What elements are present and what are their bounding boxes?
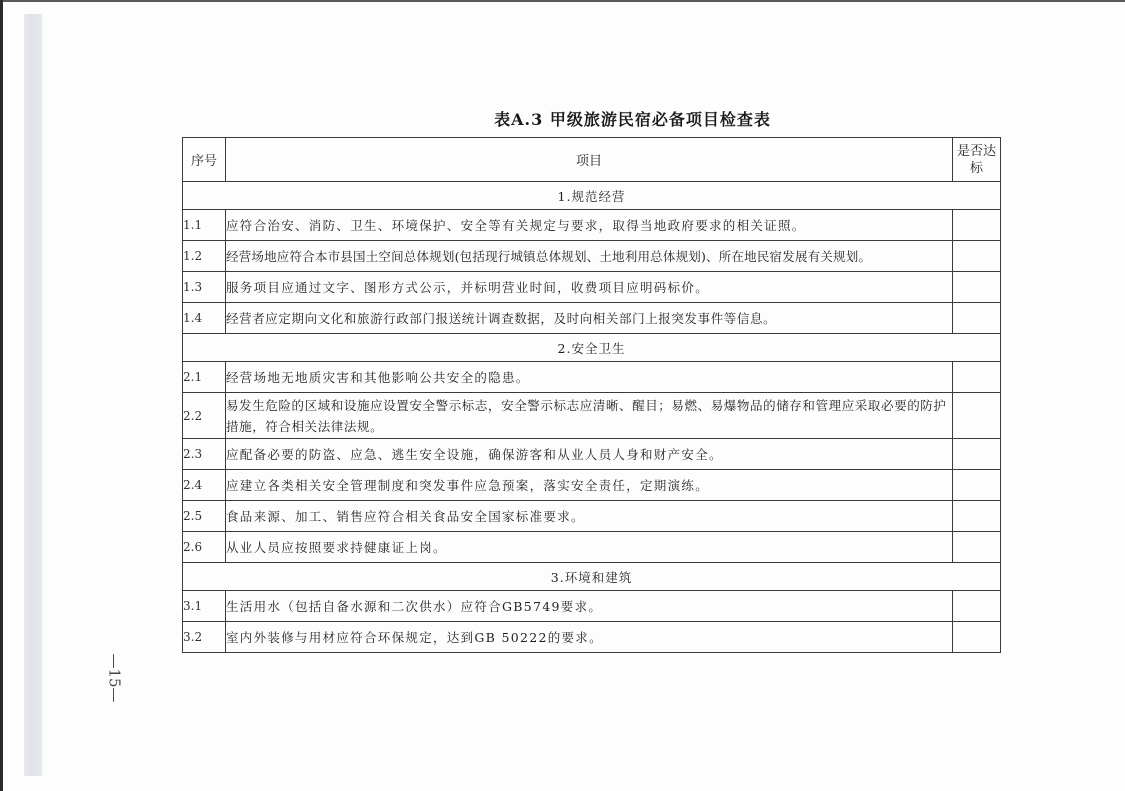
header-no: 序号 — [183, 138, 226, 182]
table-row — [183, 470, 1001, 501]
section-row-2 — [183, 334, 1001, 362]
row-text: 食品来源、加工、销售应符合相关食品安全国家标准要求。 — [226, 501, 953, 532]
scan-top-edge — [0, 0, 1125, 2]
row-number: 3.1 — [183, 591, 226, 622]
section-title: 1.规范经营 — [183, 182, 1001, 210]
table-row — [183, 393, 1001, 439]
row-number: 2.3 — [183, 439, 226, 470]
pass-cell[interactable] — [953, 393, 1001, 439]
table-row — [183, 210, 1001, 241]
table-title: 表A.3 甲级旅游民宿必备项目检查表 — [494, 110, 771, 129]
row-number: 1.4 — [183, 303, 226, 334]
pass-cell[interactable] — [953, 532, 1001, 563]
row-text: 生活用水（包括自备水源和二次供水）应符合GB5749要求。 — [226, 591, 953, 622]
section-title: 2.安全卫生 — [183, 334, 1001, 362]
row-text: 从业人员应按照要求持健康证上岗。 — [226, 532, 953, 563]
pass-cell[interactable] — [953, 591, 1001, 622]
row-number: 3.2 — [183, 622, 226, 653]
row-text: 应符合治安、消防、卫生、环境保护、安全等有关规定与要求，取得当地政府要求的相关证照。 — [226, 210, 953, 241]
row-number: 1.3 — [183, 272, 226, 303]
pass-cell[interactable] — [953, 622, 1001, 653]
table-row — [183, 241, 1001, 272]
row-number: 1.2 — [183, 241, 226, 272]
row-text: 经营场地应符合本市县国土空间总体规划(包括现行城镇总体规划、土地利用总体规划)、所在地民宿发展有关规划。 — [226, 241, 953, 272]
pass-cell[interactable] — [953, 362, 1001, 393]
row-number: 2.2 — [183, 393, 226, 439]
row-number: 1.1 — [183, 210, 226, 241]
header-item: 项目 — [226, 138, 953, 182]
table-header-row — [183, 138, 1001, 182]
pass-cell[interactable] — [953, 210, 1001, 241]
section-row-3 — [183, 563, 1001, 591]
table-row — [183, 591, 1001, 622]
table-row — [183, 272, 1001, 303]
row-number: 2.1 — [183, 362, 226, 393]
table-row — [183, 439, 1001, 470]
table-row — [183, 303, 1001, 334]
checklist-table — [182, 137, 1001, 653]
pass-cell[interactable] — [953, 303, 1001, 334]
section-row-1 — [183, 182, 1001, 210]
section-title: 3.环境和建筑 — [183, 563, 1001, 591]
table-row — [183, 362, 1001, 393]
pass-cell[interactable] — [953, 470, 1001, 501]
row-text: 应配备必要的防盗、应急、逃生安全设施，确保游客和从业人员人身和财产安全。 — [226, 439, 953, 470]
row-text: 服务项目应通过文字、图形方式公示，并标明营业时间，收费项目应明码标价。 — [226, 272, 953, 303]
pass-cell[interactable] — [953, 241, 1001, 272]
row-number: 2.6 — [183, 532, 226, 563]
page-number-label: —15— — [106, 653, 124, 703]
pass-cell[interactable] — [953, 272, 1001, 303]
row-text: 室内外装修与用材应符合环保规定，达到GB 50222的要求。 — [226, 622, 953, 653]
row-number: 2.5 — [183, 501, 226, 532]
table-row — [183, 532, 1001, 563]
table-row — [183, 622, 1001, 653]
row-text: 易发生危险的区域和设施应设置安全警示标志，安全警示标志应清晰、醒目；易燃、易爆物品的储存和管理应采取必要的防护措施，符合相关法律法规。 — [226, 393, 953, 439]
pass-cell[interactable] — [953, 439, 1001, 470]
pass-cell[interactable] — [953, 501, 1001, 532]
page-number — [104, 648, 126, 708]
row-text: 经营场地无地质灾害和其他影响公共安全的隐患。 — [226, 362, 953, 393]
row-text: 经营者应定期向文化和旅游行政部门报送统计调查数据，及时向相关部门上报突发事件等信息。 — [226, 303, 953, 334]
header-pass — [953, 138, 1001, 182]
row-number: 2.4 — [183, 470, 226, 501]
table-row — [183, 501, 1001, 532]
header-pass-label: 是否达标 — [956, 143, 996, 176]
row-text: 应建立各类相关安全管理制度和突发事件应急预案，落实安全责任，定期演练。 — [226, 470, 953, 501]
